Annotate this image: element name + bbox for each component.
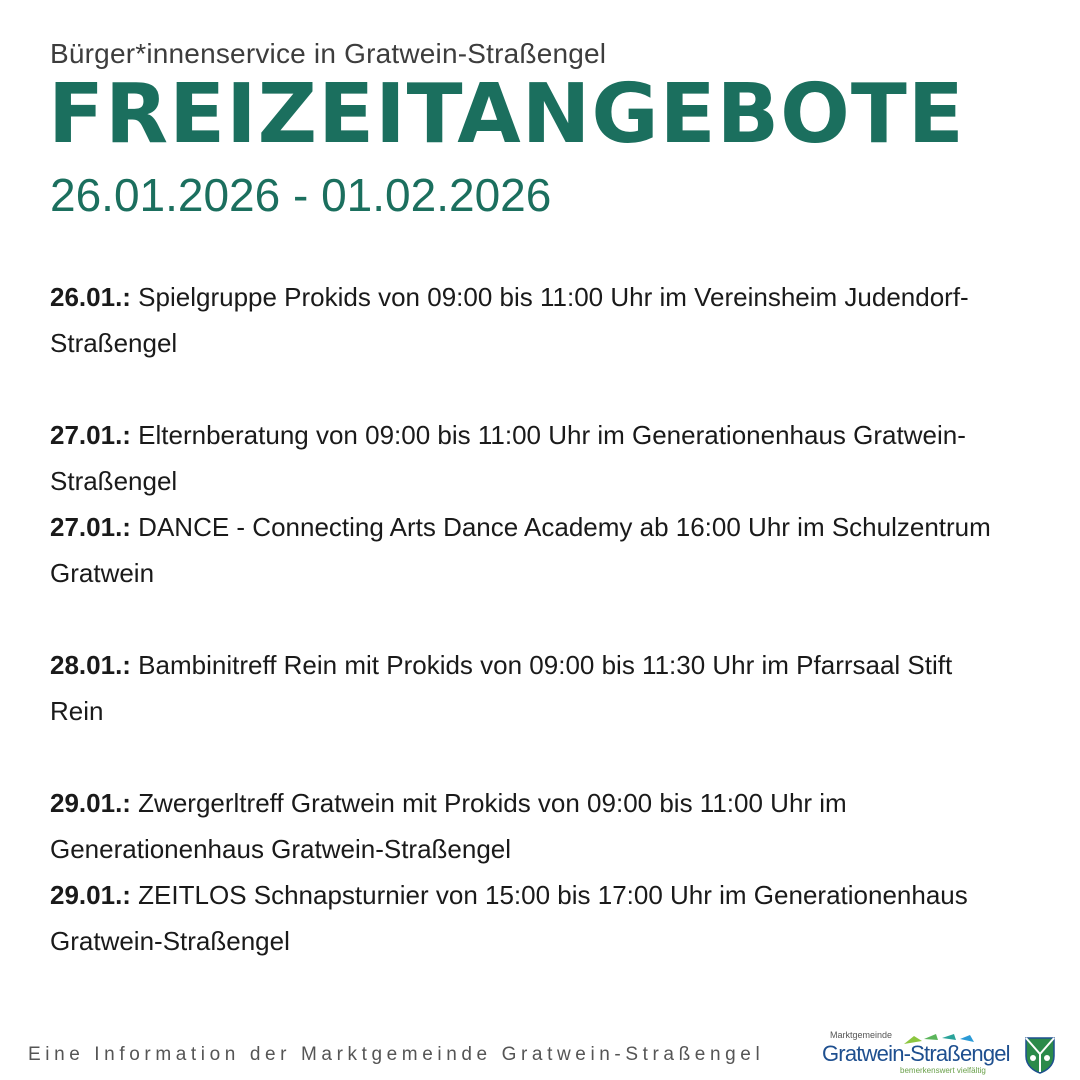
event-item — [50, 642, 1010, 734]
event-date: 29.01.: — [50, 880, 131, 910]
subtitle: Bürger*innenservice in Gratwein-Straßengel — [50, 38, 607, 69]
event-text: Spielgruppe Prokids von 09:00 bis 11:00 Uhr im Vereinsheim Judendorf-Straßengel — [50, 282, 969, 358]
event-item — [50, 412, 1010, 504]
event-text: Zwergerltreff Gratwein mit Prokids von 09:00 bis 11:00 Uhr im Generationenhaus Gratwein-Straßengel — [50, 788, 847, 864]
event-item — [50, 872, 1010, 964]
logo-tagline: bemerkenswert vielfältig — [900, 1066, 986, 1075]
page-title: FREIZEITANGEBOTE — [48, 67, 965, 162]
event-item — [50, 780, 1010, 872]
event-date: 29.01.: — [50, 788, 131, 818]
municipality-logo — [820, 1030, 1070, 1078]
event-text: DANCE - Connecting Arts Dance Academy ab 16:00 Uhr im Schulzentrum Gratwein — [50, 512, 991, 588]
event-text: ZEITLOS Schnapsturnier von 15:00 bis 17:00 Uhr im Generationenhaus Gratwein-Straßengel — [50, 880, 968, 956]
event-date: 27.01.: — [50, 420, 131, 450]
event-date: 26.01.: — [50, 282, 131, 312]
footer-info-text: Eine Information der Marktgemeinde Gratwein-Straßengel — [28, 1044, 765, 1065]
event-text: Elternberatung von 09:00 bis 11:00 Uhr im Generationenhaus Gratwein-Straßengel — [50, 420, 966, 496]
event-item — [50, 504, 1010, 596]
logo-small-text: Marktgemeinde — [830, 1030, 893, 1040]
logo-name: Gratwein-Straßengel — [822, 1041, 1010, 1066]
event-list — [50, 274, 1010, 964]
event-item — [50, 274, 1010, 366]
event-date: 27.01.: — [50, 512, 131, 542]
date-range: 26.01.2026 - 01.02.2026 — [50, 169, 552, 221]
event-text: Bambinitreff Rein mit Prokids von 09:00 bis 11:30 Uhr im Pfarrsaal Stift Rein — [50, 650, 953, 726]
coat-of-arms-icon — [1024, 1036, 1056, 1074]
event-date: 28.01.: — [50, 650, 131, 680]
